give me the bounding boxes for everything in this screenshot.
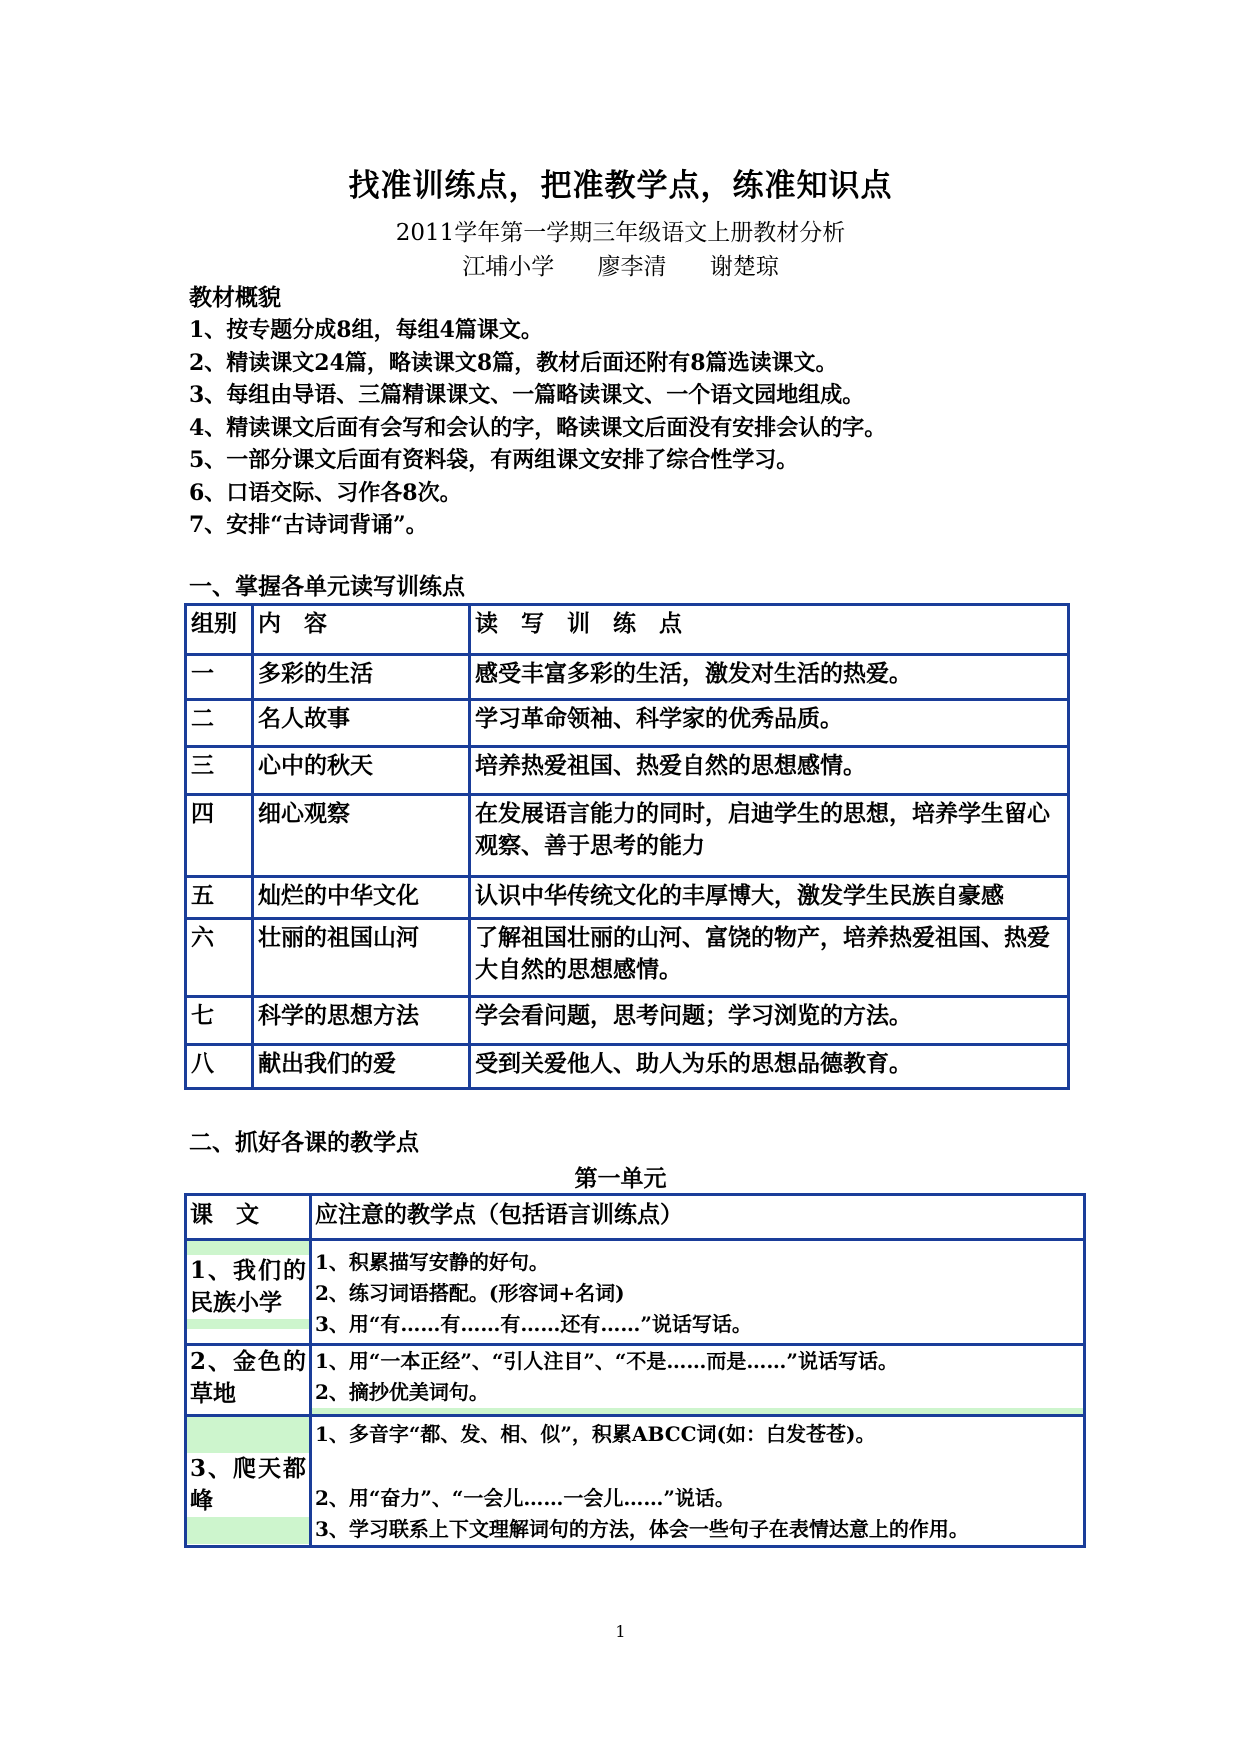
training-point-cell: 在发展语言能力的同时，启迪学生的思想，培养学生留心观察、善于思考的能力 xyxy=(470,795,1069,877)
training-point-cell: 认识中华传统文化的丰厚博大，激发学生民族自豪感 xyxy=(470,877,1069,919)
teaching-point: 2、摘抄优美词句。 xyxy=(315,1380,489,1404)
table-row xyxy=(186,795,1069,877)
group-cell: 七 xyxy=(186,997,253,1045)
points-cell xyxy=(311,1345,1085,1416)
lesson-name: 2、金色的草地 xyxy=(190,1348,306,1407)
shading-strip xyxy=(187,1241,309,1255)
table-row xyxy=(186,747,1069,795)
table-row xyxy=(186,1045,1069,1089)
shading-strip xyxy=(312,1408,1083,1414)
table-row xyxy=(186,919,1069,997)
teaching-point: 1、多音字“都、发、相、似”，积累ABCC词(如：白发苍苍)。 xyxy=(315,1422,876,1446)
table-row xyxy=(186,1240,1085,1345)
overview-item: 2、精读课文24篇，略读课文8篇，教材后面还附有8篇选读课文。 xyxy=(189,349,838,376)
content-cell: 名人故事 xyxy=(253,700,470,747)
content-cell: 多彩的生活 xyxy=(253,655,470,700)
header-cell: 课 文 xyxy=(186,1195,311,1240)
table-row xyxy=(186,700,1069,747)
lesson-name: 3、爬天都峰 xyxy=(190,1455,306,1514)
lesson-points-table xyxy=(184,1193,1086,1548)
overview-item: 5、一部分课文后面有资料袋，有两组课文安排了综合性学习。 xyxy=(189,447,799,473)
table-header-row xyxy=(186,1195,1085,1240)
overview-item: 4、精读课文后面有会写和会认的字，略读课文后面没有安排会认的字。 xyxy=(189,414,887,441)
training-point-cell: 培养热爱祖国、热爱自然的思想感情。 xyxy=(470,747,1069,795)
table-row xyxy=(186,1345,1085,1416)
content-cell: 灿烂的中华文化 xyxy=(253,877,470,919)
group-cell: 五 xyxy=(186,877,253,919)
overview-section xyxy=(189,281,1089,542)
table-row xyxy=(186,1416,1085,1547)
header-cell: 读 写 训 练 点 xyxy=(470,605,1069,655)
content-cell: 细心观察 xyxy=(253,795,470,877)
teaching-point: 2、用“奋力”、“一会儿……一会儿……”说话。 xyxy=(315,1486,735,1510)
teaching-point: 1、用“一本正经”、“引人注目”、“不是……而是……”说话写话。 xyxy=(315,1349,898,1373)
lesson-cell xyxy=(186,1345,311,1416)
training-point-cell: 感受丰富多彩的生活，激发对生活的热爱。 xyxy=(470,655,1069,700)
content-cell: 壮丽的祖国山河 xyxy=(253,919,470,997)
content-cell: 科学的思想方法 xyxy=(253,997,470,1045)
group-cell: 三 xyxy=(186,747,253,795)
table-row xyxy=(186,997,1069,1045)
table-row xyxy=(186,655,1069,700)
training-point-cell: 学习革命领袖、科学家的优秀品质。 xyxy=(470,700,1069,747)
training-point-cell: 学会看问题，思考问题；学习浏览的方法。 xyxy=(470,997,1069,1045)
training-point-cell: 受到关爱他人、助人为乐的思想品德教育。 xyxy=(470,1045,1069,1089)
shading-strip xyxy=(187,1319,309,1329)
points-cell xyxy=(311,1416,1085,1547)
overview-item: 3、每组由导语、三篇精课课文、一篇略读课文、一个语文园地组成。 xyxy=(189,382,865,408)
overview-heading: 教材概貌 xyxy=(189,284,281,311)
points-cell xyxy=(311,1240,1085,1345)
group-cell: 六 xyxy=(186,919,253,997)
lesson-cell xyxy=(186,1416,311,1547)
table-header-row xyxy=(186,605,1069,655)
content-cell: 心中的秋天 xyxy=(253,747,470,795)
teaching-point: 2、练习词语搭配。(形容词+名词) xyxy=(315,1281,625,1305)
group-cell: 八 xyxy=(186,1045,253,1089)
section2-heading: 二、抓好各课的教学点 xyxy=(189,1129,419,1156)
group-cell: 四 xyxy=(186,795,253,877)
authors-line xyxy=(0,248,1241,281)
unit-title: 第一单元 xyxy=(574,1165,667,1192)
training-point-cell: 了解祖国壮丽的山河、富饶的物产，培养热爱祖国、热爱大自然的思想感情。 xyxy=(470,919,1069,997)
author-school: 江埔小学 xyxy=(462,254,555,280)
header-cell: 组别 xyxy=(186,605,253,655)
header-cell: 内 容 xyxy=(253,605,470,655)
author-name: 廖李清 xyxy=(597,254,667,280)
lesson-name: 1、我们的民族小学 xyxy=(190,1257,306,1316)
content-cell: 献出我们的爱 xyxy=(253,1045,470,1089)
shading-strip xyxy=(187,1517,309,1544)
table-row xyxy=(186,877,1069,919)
overview-item: 6、口语交际、习作各8次。 xyxy=(189,479,462,506)
overview-item: 7、安排“古诗词背诵”。 xyxy=(189,512,428,538)
author-name: 谢楚琼 xyxy=(709,254,779,280)
training-points-table xyxy=(184,603,1070,1090)
lesson-cell xyxy=(186,1240,311,1345)
overview-item: 1、按专题分成8组，每组4篇课文。 xyxy=(189,317,543,343)
shading-strip xyxy=(187,1417,309,1453)
group-cell: 二 xyxy=(186,700,253,747)
teaching-point: 1、积累描写安静的好句。 xyxy=(315,1250,549,1274)
document-subtitle: 2011学年第一学期三年级语文上册教材分析 xyxy=(395,220,846,246)
page-number: 1 xyxy=(615,1622,626,1641)
section1-heading: 一、掌握各单元读写训练点 xyxy=(189,573,465,600)
teaching-point: 3、用“有……有……有……还有……”说话写话。 xyxy=(315,1312,752,1336)
document-title: 找准训练点，把准教学点，练准知识点 xyxy=(348,168,893,204)
header-cell: 应注意的教学点（包括语言训练点） xyxy=(311,1195,1085,1240)
teaching-point: 3、学习联系上下文理解词句的方法，体会一些句子在表情达意上的作用。 xyxy=(315,1517,969,1541)
group-cell: 一 xyxy=(186,655,253,700)
